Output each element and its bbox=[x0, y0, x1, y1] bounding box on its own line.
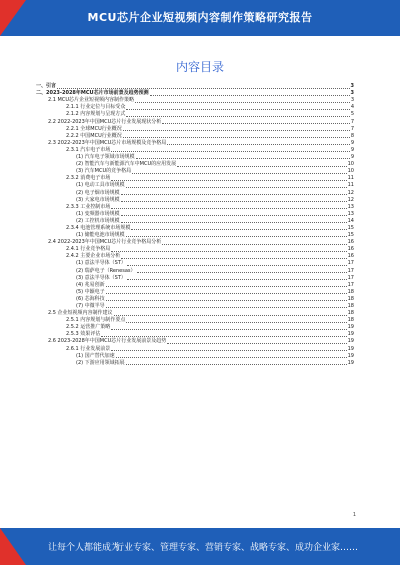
toc-entry[interactable] bbox=[36, 296, 354, 303]
toc-entry-label: (3) 大家电市场规模 bbox=[76, 196, 120, 203]
toc-entry-label: 2.1.2 内容规划与呈现方式 bbox=[66, 111, 126, 118]
toc-entry-page: 16 bbox=[347, 246, 354, 253]
footer-slogan: 让每个人都能成为 bbox=[48, 543, 121, 553]
toc-entry[interactable] bbox=[36, 111, 354, 118]
toc-entry-page: 17 bbox=[347, 281, 354, 288]
toc-entry[interactable] bbox=[36, 197, 354, 204]
toc-entry[interactable] bbox=[36, 345, 354, 352]
toc-leader-dots bbox=[126, 186, 347, 188]
toc-leader-dots bbox=[106, 285, 347, 287]
toc-entry-label: (1) 变频器市场规模 bbox=[76, 210, 120, 217]
toc-leader-dots bbox=[126, 321, 346, 323]
toc-entry-page: 3 bbox=[350, 97, 354, 104]
toc-entry-label: (1) 国产替代加速 bbox=[76, 352, 115, 359]
toc-entry-label: 2.1 MCU芯片企业短视频内容制作策略 bbox=[48, 97, 135, 104]
toc-leader-dots bbox=[126, 235, 347, 237]
toc-entry-label: 2.2.2 中国MCU行业概况 bbox=[66, 132, 122, 139]
toc-entry-page: 18 bbox=[347, 288, 354, 295]
toc-entry-label: 2.3 2022-2023年中国MCU芯片市场规模及竞争格局 bbox=[48, 139, 167, 146]
toc-entry-page: 19 bbox=[347, 324, 354, 331]
toc-entry-label: (1) 电动工具市场规模 bbox=[76, 182, 125, 189]
toc-entry-page: 9 bbox=[350, 146, 354, 153]
toc-entry-page: 10 bbox=[347, 168, 354, 175]
toc-entry[interactable] bbox=[36, 353, 354, 360]
toc-entry-page: 10 bbox=[347, 161, 354, 168]
toc-entry-page: 19 bbox=[347, 359, 354, 366]
toc-entry[interactable] bbox=[36, 267, 354, 274]
toc-entry-page: 16 bbox=[347, 253, 354, 260]
toc-entry[interactable] bbox=[36, 118, 354, 125]
toc-leader-dots bbox=[111, 150, 350, 152]
report-header bbox=[0, 0, 400, 36]
toc-leader-dots bbox=[167, 342, 346, 344]
toc-entry[interactable] bbox=[36, 260, 354, 267]
toc-leader-dots bbox=[111, 349, 346, 351]
toc-leader-dots bbox=[123, 136, 350, 138]
toc-leader-dots bbox=[57, 87, 350, 89]
toc-entry-page: 18 bbox=[347, 303, 354, 309]
toc-leader-dots bbox=[136, 157, 350, 159]
toc-entry-page: 18 bbox=[347, 295, 354, 302]
toc-entry-label: 2.6 2023-2028年中国MCU芯片行业发展前景及趋势 bbox=[48, 338, 167, 345]
toc-leader-dots bbox=[126, 108, 349, 110]
toc-leader-dots bbox=[111, 250, 346, 252]
toc-entry-page: 15 bbox=[347, 224, 354, 231]
toc-entry-page: 19 bbox=[347, 352, 354, 359]
toc-leader-dots bbox=[162, 122, 350, 124]
toc-leader-dots bbox=[177, 165, 346, 167]
toc-leader-dots bbox=[132, 172, 346, 174]
toc-entry-label: 一、引言 bbox=[36, 83, 57, 90]
footer-roles: 行业专家、管理专家、营销专家、战略专家、成功企业家…… bbox=[115, 543, 359, 553]
toc-entry[interactable] bbox=[36, 232, 354, 239]
toc-entry-label: 2.4.1 行业竞争格局 bbox=[66, 246, 111, 253]
toc-entry[interactable] bbox=[36, 289, 354, 296]
toc-entry-label: (1) 意法半导体（ST） bbox=[76, 260, 126, 267]
toc-entry-label: (6) 芯海科技 bbox=[76, 295, 105, 302]
table-of-contents bbox=[36, 83, 354, 367]
toc-leader-dots bbox=[135, 101, 350, 103]
toc-entry-page: 17 bbox=[347, 267, 354, 274]
toc-entry-label: 2.2.1 全球MCU行业概况 bbox=[66, 125, 122, 132]
toc-leader-dots bbox=[111, 207, 346, 209]
toc-entry-label: 2.4 2022-2023年中国MCU芯片行业竞争格局分析 bbox=[48, 239, 162, 246]
toc-leader-dots bbox=[137, 271, 347, 273]
toc-entry-page: 12 bbox=[347, 196, 354, 203]
toc-leader-dots bbox=[121, 193, 347, 195]
toc-entry-label: 2.3.3 工业控制市场 bbox=[66, 203, 111, 210]
toc-entry-page: 8 bbox=[350, 132, 354, 139]
toc-entry-page: 17 bbox=[347, 260, 354, 267]
toc-entry-page: 17 bbox=[347, 274, 354, 281]
toc-entry-label: 2.3.1 汽车电子市场 bbox=[66, 146, 111, 153]
toc-leader-dots bbox=[126, 115, 349, 117]
toc-leader-dots bbox=[114, 314, 347, 316]
toc-entry-label: (3) 意法半导体（ST） bbox=[76, 274, 126, 281]
toc-leader-dots bbox=[150, 94, 350, 96]
toc-entry-page: 19 bbox=[347, 331, 354, 338]
toc-entry[interactable] bbox=[36, 133, 354, 140]
toc-entry[interactable] bbox=[36, 126, 354, 133]
toc-leader-dots bbox=[167, 143, 350, 145]
toc-entry[interactable] bbox=[36, 204, 354, 211]
toc-leader-dots bbox=[101, 335, 346, 337]
toc-entry-label: (1) 储能电池市场规模 bbox=[76, 232, 125, 239]
toc-entry[interactable] bbox=[36, 140, 354, 147]
toc-entry[interactable] bbox=[36, 282, 354, 289]
toc-leader-dots bbox=[111, 179, 346, 181]
toc-entry[interactable] bbox=[36, 189, 354, 196]
footer-red-accent bbox=[0, 528, 26, 565]
toc-entry-label: (4) 兆易创新 bbox=[76, 281, 105, 288]
toc-entry-page: 3 bbox=[350, 90, 354, 97]
toc-entry-label: 二、2023-2028年MCU芯片市场前景及趋势预测 bbox=[36, 90, 149, 97]
toc-leader-dots bbox=[116, 356, 347, 358]
toc-entry-page: 14 bbox=[347, 217, 354, 224]
toc-entry[interactable] bbox=[36, 154, 354, 161]
page-number: 1 bbox=[352, 512, 356, 518]
toc-entry[interactable] bbox=[36, 303, 354, 310]
toc-leader-dots bbox=[162, 243, 346, 245]
toc-entry-label: (2) 下游应用领域拓展 bbox=[76, 359, 125, 366]
toc-entry-page: 19 bbox=[347, 338, 354, 345]
toc-entry-page: 12 bbox=[347, 189, 354, 196]
toc-leader-dots bbox=[127, 278, 347, 280]
toc-entry-label: (2) 电子烟市场规模 bbox=[76, 189, 120, 196]
toc-entry[interactable] bbox=[36, 211, 354, 218]
toc-entry[interactable] bbox=[36, 338, 354, 345]
toc-leader-dots bbox=[106, 292, 347, 294]
report-footer bbox=[0, 528, 400, 565]
toc-entry-label: (5) 中颖电子 bbox=[76, 288, 105, 295]
toc-entry-page: 9 bbox=[350, 139, 354, 146]
toc-entry-page: 13 bbox=[347, 203, 354, 210]
toc-leader-dots bbox=[121, 214, 347, 216]
toc-entry-label: 2.5.3 效果评估 bbox=[66, 331, 101, 338]
toc-entry-label: (2) 工控机市场规模 bbox=[76, 217, 120, 224]
toc-entry-page: 18 bbox=[347, 317, 354, 324]
toc-entry-label: 2.2 2022-2023年中国MCU芯片行业发展现状分析 bbox=[48, 118, 162, 125]
toc-entry[interactable] bbox=[36, 275, 354, 282]
toc-leader-dots bbox=[121, 221, 347, 223]
toc-entry-page: 15 bbox=[347, 232, 354, 239]
toc-entry-page: 9 bbox=[350, 154, 354, 161]
toc-entry-label: (2) 瑞萨电子（Renesas） bbox=[76, 267, 136, 274]
toc-leader-dots bbox=[127, 264, 347, 266]
toc-leader-dots bbox=[121, 200, 347, 202]
report-title: MCU芯片企业短视频内容制作策略研究报告 bbox=[87, 11, 313, 24]
toc-entry-label: 2.1.1 行业定位与目标受众 bbox=[66, 104, 126, 111]
toc-entry-label: 2.5.1 内容规划与制作要点 bbox=[66, 317, 126, 324]
toc-entry[interactable] bbox=[36, 225, 354, 232]
toc-leader-dots bbox=[106, 299, 347, 301]
toc-leader-dots bbox=[111, 328, 346, 330]
toc-entry-label: (3) 汽车MCU的竞争格局 bbox=[76, 168, 132, 175]
toc-entry-label: 2.5.2 运营推广策略 bbox=[66, 324, 111, 331]
toc-leader-dots bbox=[121, 257, 346, 259]
toc-entry-page: 7 bbox=[350, 125, 354, 132]
toc-leader-dots bbox=[123, 129, 350, 131]
toc-entry-page: 3 bbox=[350, 83, 354, 90]
toc-entry-label: 2.3.2 消费电子市场 bbox=[66, 175, 111, 182]
toc-entry-label: 2.6.1 行业发展前景 bbox=[66, 345, 111, 352]
toc-entry-page: 11 bbox=[347, 182, 354, 189]
toc-entry-page: 13 bbox=[347, 210, 354, 217]
toc-entry[interactable] bbox=[36, 147, 354, 154]
toc-leader-dots bbox=[131, 228, 346, 230]
toc-entry-label: 2.5 企业短视频内容制作建议 bbox=[48, 310, 113, 317]
toc-entry-label: (7) 中微半导 bbox=[76, 303, 105, 309]
toc-entry-label: (2) 智能汽车与新能源汽车中MCU的应用发展 bbox=[76, 161, 177, 168]
toc-entry-page: 16 bbox=[347, 239, 354, 246]
toc-entry[interactable] bbox=[36, 182, 354, 189]
toc-entry[interactable] bbox=[36, 218, 354, 225]
toc-entry-label: 2.4.2 主要企业市场分析 bbox=[66, 253, 121, 260]
toc-entry-page: 19 bbox=[347, 345, 354, 352]
toc-entry[interactable] bbox=[36, 360, 354, 367]
toc-heading: 内容目录 bbox=[175, 60, 224, 74]
toc-entry-page: 5 bbox=[350, 111, 354, 118]
toc-entry-page: 4 bbox=[350, 104, 354, 111]
toc-entry-label: 2.3.4 电池管理系统市场规模 bbox=[66, 224, 131, 231]
toc-entry-page: 11 bbox=[347, 175, 354, 182]
toc-entry-page: 18 bbox=[347, 310, 354, 317]
toc-leader-dots bbox=[126, 363, 347, 365]
toc-leader-dots bbox=[106, 306, 347, 308]
toc-entry-label: (1) 汽车电子领域市场规模 bbox=[76, 154, 135, 161]
toc-entry-page: 7 bbox=[350, 118, 354, 125]
